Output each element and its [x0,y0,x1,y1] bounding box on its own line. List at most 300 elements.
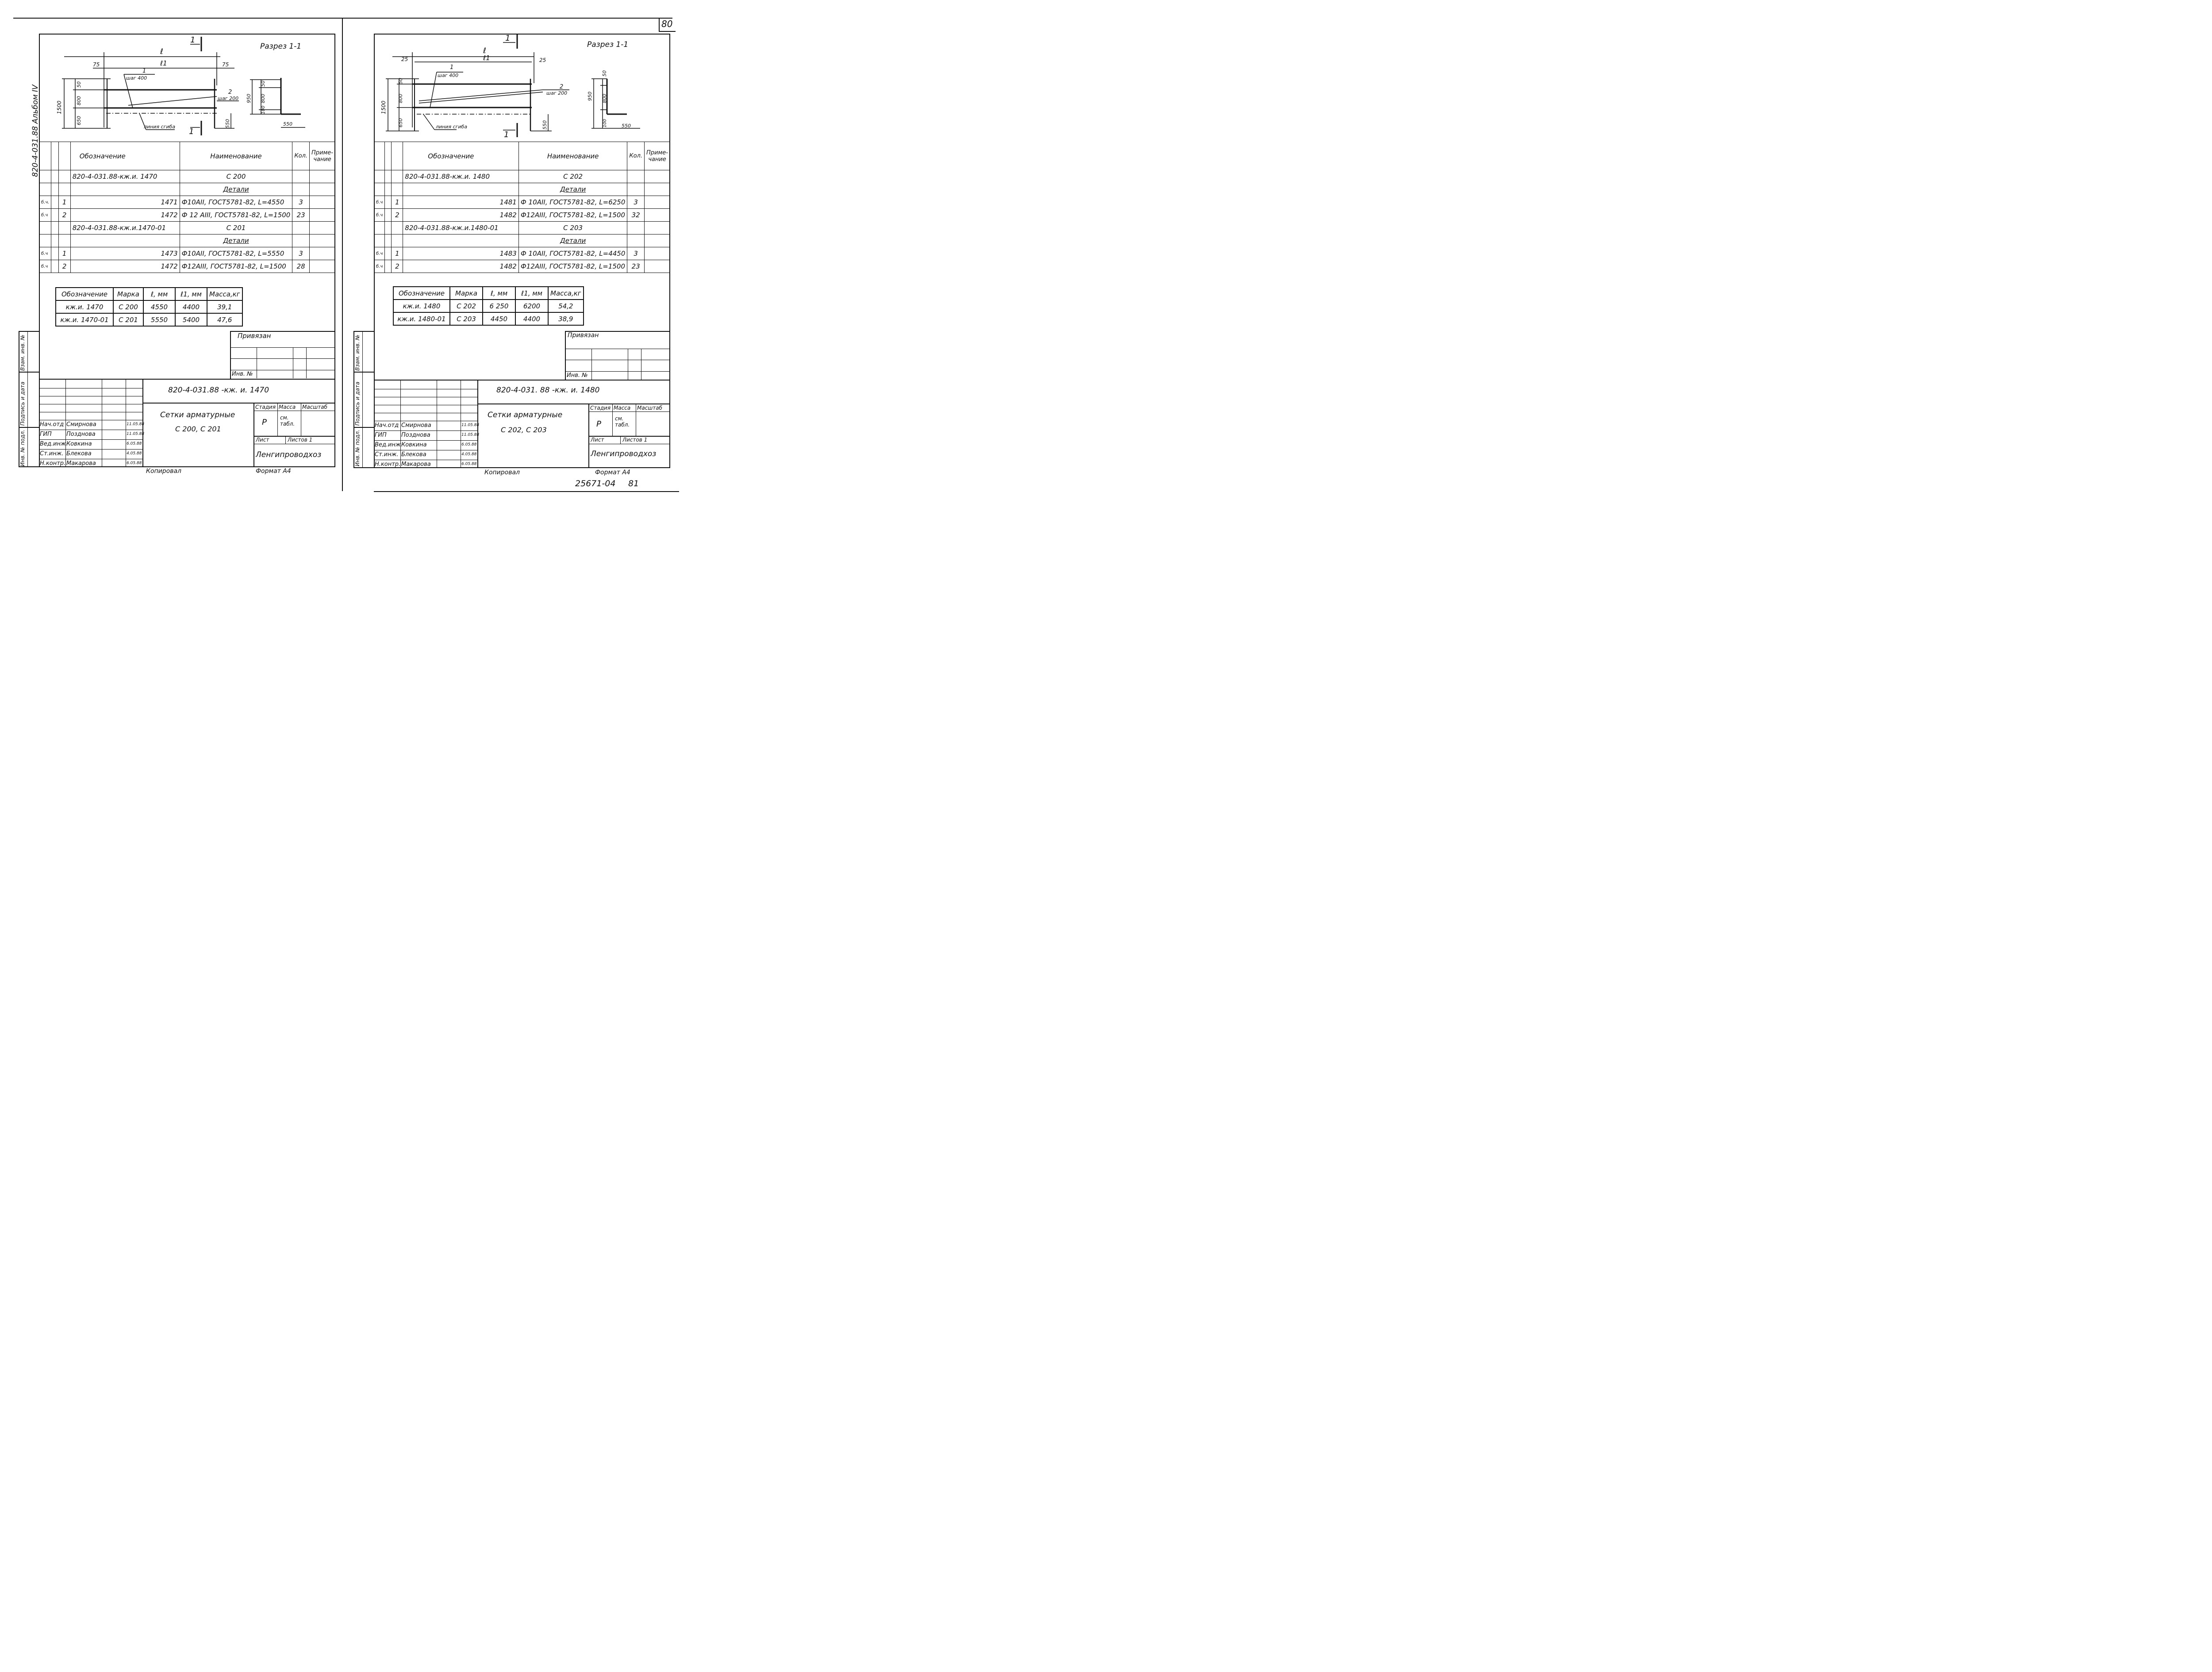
spec-header-designation: Обозначение [70,142,180,170]
spec-position [58,170,70,183]
left-copied: Копировал [146,468,181,475]
left-privyazan: Привязан [238,332,271,340]
signer-role: Вед.инж [375,442,401,448]
spec-format [374,170,385,183]
right-side-label-3: Инв. № подл. [354,430,361,466]
left-dim-550: 550 [225,119,230,128]
spec-row [374,170,670,183]
signer-name: Смирнова [401,422,431,429]
left-spec-body [39,170,335,273]
mass-row [56,313,242,326]
spec-note [645,234,670,247]
left-dim-l: ℓ [160,47,164,56]
left-dim-1500: 1500 [56,100,62,114]
right-privyazan: Привязан [568,332,599,339]
right-bar1-step: шаг 400 [438,73,459,78]
left-priv-mid [230,358,334,359]
spec-name: Ф 12 АIII, ГОСТ5781-82, L=1500 [180,209,292,222]
spec-position: 1 [58,196,70,209]
signer-name: Смирнова [66,421,96,428]
spec-designation: 820-4-031.88-кж.и.1470-01 [70,222,180,234]
spec-row [39,170,335,183]
signer-row [374,440,478,450]
spec-position: 2 [58,209,70,222]
spec-name: Ф 10АII, ГОСТ5781-82, L=4450 [518,247,627,260]
spec-designation: 820-4-031.88-кж.и. 1470 [70,170,180,183]
spec-name: Ф10АII, ГОСТ5781-82, L=4550 [180,196,292,209]
spec-name: Ф12АIII, ГОСТ5781-82, L=1500 [518,260,627,273]
spec-format: б.ч [39,209,51,222]
spec-qty [627,170,645,183]
mass-cell: 4400 [515,312,548,325]
left-sheets-label: Листов 1 [288,437,313,443]
mass-cell: С 201 [113,313,143,326]
mass-cell: 47,6 [207,313,242,326]
spec-qty [292,170,310,183]
spec-format [374,183,385,196]
right-dim-25r: 25 [539,57,546,63]
right-format: Формат А4 [595,469,630,476]
spec-format [374,234,385,247]
right-priv-lines [565,349,669,372]
spec-note [310,170,335,183]
signer-role: Вед.инж [40,441,66,447]
right-section-drawing [375,35,669,142]
spec-row [374,222,670,234]
mass-cell: 4400 [175,300,207,313]
right-dim-50: 50 [398,78,403,84]
signer-name: Позднова [66,431,96,438]
left-tb-title: Сетки арматурные [160,411,235,419]
spec-designation: 820-4-031.88-кж.и. 1480 [403,170,519,183]
spec-designation: 1472 [70,209,180,222]
mass-row [393,312,584,325]
right-signers [374,421,478,469]
signer-name: Макарова [66,460,96,467]
spec-qty: 23 [292,209,310,222]
mass-h-designation: Обозначение [56,288,113,300]
spec-designation: 1482 [403,209,519,222]
right-dim-25l: 25 [401,56,408,62]
spec-designation [403,183,519,196]
left-mass-table [55,287,243,327]
right-sec-100: 100 [603,119,607,127]
signer-name: Блекова [401,451,426,458]
left-mass-label: Масса [279,404,296,410]
mass-cell: 38,9 [548,312,584,325]
right-tb-title: Сетки арматурные [488,411,563,419]
spec-qty: 23 [627,260,645,273]
right-spec-table [374,142,670,273]
spec-row [39,183,335,196]
spec-note [645,170,670,183]
signer-row [374,421,478,430]
right-bar1-pos: 1 [450,64,454,71]
spec-format: б.ч. [39,196,51,209]
spec-zone [51,247,58,260]
mass-h-mark: Марка [113,288,143,300]
spec-zone [385,234,392,247]
spec-position: 2 [392,260,403,273]
left-sheet-label: Лист [256,437,269,443]
signer-date: 6.05.88 [461,462,477,466]
signer-role: ГИП [40,431,52,438]
right-mass-label: Масса [614,405,631,411]
right-side-sep2 [353,427,374,428]
signer-role: Н.контр. [40,460,66,467]
spec-row [39,260,335,273]
spec-qty [292,183,310,196]
spec-row [39,209,335,222]
spec-row [374,260,670,273]
left-tb-vsep1 [253,403,254,467]
left-scale-label: Масштаб [302,404,328,410]
right-side-sep1 [353,372,374,373]
spec-note [310,222,335,234]
right-side-label-1: Взам. инв. № [354,334,361,371]
mass-cell: кж.и. 1470-01 [56,313,113,326]
spec-qty [627,234,645,247]
spec-position: 1 [392,196,403,209]
right-sheets-label: Листов 1 [622,437,648,443]
right-mass-table [393,286,584,326]
right-copied: Копировал [484,469,520,476]
spec-name: Детали [518,234,627,247]
spec-designation: 820-4-031.88-кж.и.1480-01 [403,222,519,234]
spec-row [39,196,335,209]
spec-zone [385,222,392,234]
left-dim-75l: 75 [93,61,100,68]
signer-row [374,460,478,469]
signer-name: Блекова [66,450,92,457]
left-dim-75r: 75 [222,61,229,68]
left-bar2-pos: 2 [228,89,232,96]
left-sec-100: 100 [261,105,266,114]
spec-qty: 3 [292,196,310,209]
spec-zone [51,234,58,247]
signer-row [39,459,143,469]
signer-date: 4.05.88 [461,452,477,457]
mass-cell: С 202 [450,300,483,312]
spec-format [39,183,51,196]
signer-name: Ковкина [66,441,92,447]
mass-cell: кж.и. 1480 [393,300,450,312]
spec-qty: 3 [627,247,645,260]
signer-date: 11.05.88 [461,423,480,427]
spec-name: Ф12АIII, ГОСТ5781-82, L=1500 [518,209,627,222]
right-stage: Р [596,419,601,429]
spec-header-note: Приме-чание [645,142,670,170]
mass-cell: 6 250 [483,300,515,312]
signer-date: 11.05.88 [127,422,145,427]
spec-name: Детали [180,183,292,196]
right-bar2-pos: 2 [560,84,564,90]
right-sheet-label: Лист [591,437,604,443]
mass-h-l1: ℓ1, мм [515,287,548,300]
spec-position [392,222,403,234]
right-tb-subtitle: С 202, С 203 [501,426,547,434]
spec-zone [51,260,58,273]
right-tb-vsep2 [612,404,613,436]
spec-zone [385,183,392,196]
spec-header-row [39,142,335,170]
signer-date: 6.05.88 [127,442,142,446]
right-sec-950: 950 [587,92,593,101]
spec-format: б.ч [374,247,385,260]
mass-cell: 5550 [143,313,175,326]
right-dim-l: ℓ [483,46,487,55]
mass-cell: С 203 [450,312,483,325]
spec-note [645,183,670,196]
spec-note [645,260,670,273]
mass-h-designation: Обозначение [393,287,450,300]
signer-date: 11.05.88 [461,433,480,437]
signer-name: Макарова [401,461,431,468]
left-cut-mark-top: 1 [190,35,196,45]
left-cut-mark-bottom: 1 [189,127,194,136]
signer-date: 6.05.88 [461,442,477,447]
top-rule [13,18,672,19]
spec-zone [385,247,392,260]
left-side-sep2 [19,427,39,428]
spec-name: Детали [518,183,627,196]
spec-position [58,222,70,234]
spec-format [39,234,51,247]
mass-cell: 4450 [483,312,515,325]
spec-name: Ф12АIII, ГОСТ5781-82, L=1500 [180,260,292,273]
mass-cell: кж.и. 1480-01 [393,312,450,325]
mass-h-mass: Масса,кг [548,287,584,300]
signer-name: Позднова [401,432,430,438]
signer-role: Ст.инж. [40,450,64,457]
spec-row [374,247,670,260]
spec-format: б.ч [374,209,385,222]
spec-qty: 3 [627,196,645,209]
spec-header-name: Наименование [518,142,627,170]
spec-name: С 202 [518,170,627,183]
signer-row [374,450,478,460]
left-signers [39,420,143,469]
right-dim-l1: ℓ1 [483,54,490,62]
spec-format: б.ч [39,247,51,260]
spec-zone [385,196,392,209]
right-tb-vsep1 [588,404,589,468]
spec-header-qty: Кол. [292,142,310,170]
signer-role: Н.контр. [375,461,401,468]
spec-designation: 1471 [70,196,180,209]
left-stage-label: Стадия [255,404,276,410]
left-mass: см. табл. [280,415,295,427]
spec-qty: 3 [292,247,310,260]
signer-date: 11.05.88 [127,432,145,436]
left-sec-550: 550 [283,121,292,127]
left-side-label-2: Подпись и дата [19,381,26,426]
spec-name: С 201 [180,222,292,234]
archive-number: 25671-04 [575,479,616,488]
spec-position [392,183,403,196]
spec-note [645,247,670,260]
spec-name: С 203 [518,222,627,234]
left-bar1-step: шаг 400 [126,75,147,81]
spec-designation: 1472 [70,260,180,273]
spec-qty [627,183,645,196]
spec-zone [51,196,58,209]
right-cut-mark-bottom: 1 [504,130,509,139]
spec-zone [385,170,392,183]
spec-qty [292,234,310,247]
right-cut-mark-top: 1 [505,35,511,43]
mass-cell: 4550 [143,300,175,313]
mass-header-row [393,287,584,300]
right-mass: см. табл. [615,415,630,428]
signer-row [39,439,143,449]
left-priv-lines [230,347,334,370]
spec-header-name: Наименование [180,142,292,170]
left-sec-950: 950 [246,94,252,103]
spec-row [374,209,670,222]
spec-position [58,183,70,196]
left-tb-subtitle: С 200, С 201 [175,425,221,433]
signer-role: Ст.инж. [375,451,399,458]
signer-row [39,449,143,459]
signer-row [39,420,143,430]
spec-note [310,234,335,247]
right-org: Ленгипроводхоз [591,450,657,458]
left-side-col [27,331,28,467]
spec-zone [51,222,58,234]
spec-note [645,222,670,234]
spec-qty [627,222,645,234]
spec-position: 2 [392,209,403,222]
drawing-page [0,0,692,509]
signer-name: Ковкина [401,442,427,448]
left-title-section: Разрез 1-1 [260,42,302,51]
spec-name: Ф10АII, ГОСТ5781-82, L=5550 [180,247,292,260]
right-side-label-2: Подпись и дата [354,381,361,426]
bottom-rule [374,491,679,492]
spec-qty [292,222,310,234]
spec-zone [385,260,392,273]
mass-h-mass: Масса,кг [207,288,242,300]
signer-role: Нач.отд [40,421,64,428]
spec-header-note: Приме-чание [310,142,335,170]
left-dim-800: 800 [76,96,82,105]
spec-designation: 1483 [403,247,519,260]
right-dim-1500: 1500 [380,100,387,114]
left-stage: Р [262,418,267,427]
spec-name: Детали [180,234,292,247]
left-sec-50: 50 [260,81,266,87]
spec-note [310,209,335,222]
right-side-col [362,331,363,468]
spec-designation: 1481 [403,196,519,209]
mass-cell: С 200 [113,300,143,313]
spec-row [39,234,335,247]
spec-format: б.ч [374,260,385,273]
spec-zone [51,170,58,183]
left-priv-col3 [306,347,307,378]
spec-note [645,209,670,222]
spec-format: б.ч [374,196,385,209]
spec-designation [70,234,180,247]
spec-designation [403,234,519,247]
spec-position [392,234,403,247]
right-stage-label: Стадия [590,405,611,411]
mass-h-l1: ℓ1, мм [175,288,207,300]
spec-note [310,260,335,273]
left-tb-vsep4 [285,436,286,444]
right-spec-body [374,170,670,273]
spec-note [310,196,335,209]
spec-note [310,183,335,196]
center-divider [342,18,343,491]
right-title-section: Разрез 1-1 [587,40,629,49]
left-bend-line: линия сгиба [144,124,176,130]
mass-cell: 6200 [515,300,548,312]
mass-cell: кж.и. 1470 [56,300,113,313]
left-album-label: 820-4-031.88 Альбом IV [31,85,40,177]
spec-format [374,222,385,234]
mass-cell: 5400 [175,313,207,326]
mass-h-l: ℓ, мм [143,288,175,300]
spec-position [392,170,403,183]
spec-row [39,247,335,260]
spec-position: 1 [58,247,70,260]
mass-cell: 39,1 [207,300,242,313]
left-bar1-pos: 1 [142,68,146,74]
spec-designation [70,183,180,196]
spec-zone [51,209,58,222]
spec-qty: 32 [627,209,645,222]
right-bend-line: линия сгиба [436,124,468,130]
spec-zone [51,183,58,196]
spec-note [645,196,670,209]
spec-format: б.ч [39,260,51,273]
spec-qty: 28 [292,260,310,273]
spec-position: 2 [58,260,70,273]
mass-header-row [56,288,242,300]
left-side-sep1 [19,372,39,373]
right-tb-hsep2 [588,411,670,412]
left-side-label-1: Взам. инв. № [19,334,26,371]
left-org: Ленгипроводхоз [256,450,322,459]
right-dim-650: 650 [398,118,403,127]
spec-header-qty: Кол. [627,142,645,170]
spec-row [374,196,670,209]
signer-role: Нач.отд [375,422,399,429]
spec-name: С 200 [180,170,292,183]
right-doc-code: 820-4-031. 88 -кж. и. 1480 [496,386,600,395]
mass-cell: 54,2 [548,300,584,312]
left-spec-table [39,142,335,273]
spec-position [58,234,70,247]
archive-page: 81 [628,479,639,488]
left-doc-code: 820-4-031.88 -кж. и. 1470 [168,386,269,395]
mass-h-mark: Марка [450,287,483,300]
mass-h-l: ℓ, мм [483,287,515,300]
spec-format [39,170,51,183]
right-sec-800: 800 [602,94,607,103]
signer-role: ГИП [375,432,387,438]
right-sec-50: 50 [602,70,607,77]
signer-row [39,430,143,439]
right-dim-800: 800 [398,94,403,103]
page-number: 80 [661,19,673,29]
right-scale-label: Масштаб [637,405,663,411]
left-side-label-3: Инв. № подл. [19,430,26,466]
spec-header-row [374,142,670,170]
left-inv-no: Инв. № [232,371,253,377]
